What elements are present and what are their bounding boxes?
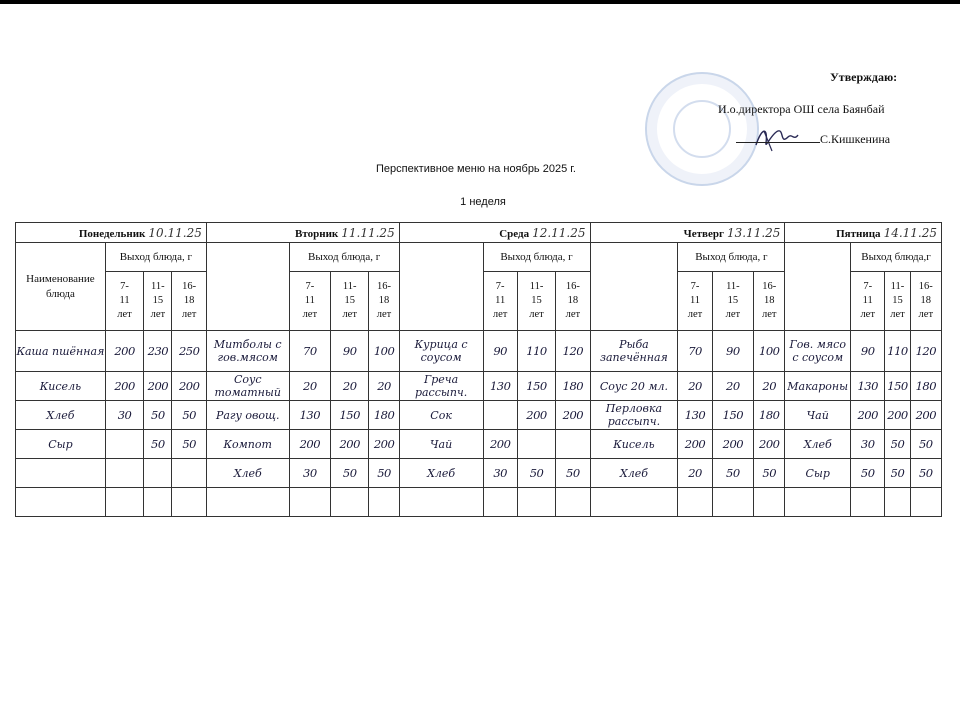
output-value-cell: 100	[369, 331, 399, 372]
output-value-cell: 50	[331, 459, 369, 488]
age-header: 7- 11 лет	[483, 272, 517, 331]
output-value-cell: 130	[289, 401, 330, 430]
age-header: 11- 15 лет	[144, 272, 172, 331]
output-value-cell: 230	[144, 331, 172, 372]
day-tuesday: Вторник 11.11.25	[206, 223, 399, 243]
output-header: Выход блюда, г	[105, 243, 206, 272]
output-value-cell	[556, 430, 590, 459]
age-header: 16- 18 лет	[910, 272, 941, 331]
output-value-cell	[172, 459, 206, 488]
output-value-cell: 200	[885, 401, 910, 430]
output-value-cell: 200	[105, 331, 143, 372]
output-value-cell: 90	[483, 331, 517, 372]
dish-cell: Митболы с гов.мясом	[206, 331, 289, 372]
output-value-cell: 130	[851, 372, 885, 401]
output-value-cell: 200	[851, 401, 885, 430]
output-value-cell: 130	[483, 372, 517, 401]
output-value-cell: 50	[910, 459, 941, 488]
output-value-cell: 200	[172, 372, 206, 401]
menu-table	[15, 222, 942, 517]
output-value-cell	[517, 430, 555, 459]
output-value-cell: 120	[910, 331, 941, 372]
dish-name-header: Наименование блюда	[16, 243, 106, 331]
signature-name: С.Кишкенина	[820, 132, 891, 146]
age-header: 16- 18 лет	[754, 272, 785, 331]
signature-line	[736, 132, 890, 147]
output-value-cell: 250	[172, 331, 206, 372]
dish-cell: Сок	[399, 401, 483, 430]
output-value-cell: 50	[144, 401, 172, 430]
output-value-cell: 50	[517, 459, 555, 488]
table-row	[16, 430, 942, 459]
output-value-cell: 110	[517, 331, 555, 372]
output-value-cell: 50	[144, 430, 172, 459]
age-header: 7- 11 лет	[678, 272, 712, 331]
output-value-cell: 180	[754, 401, 785, 430]
output-value-cell: 200	[369, 430, 399, 459]
day-friday: Пятница 14.11.25	[785, 223, 942, 243]
output-value-cell: 50	[172, 430, 206, 459]
dish-cell: Макароны	[785, 372, 851, 401]
output-value-cell: 30	[851, 430, 885, 459]
dish-cell: Сыр	[785, 459, 851, 488]
output-value-cell: 20	[678, 372, 712, 401]
director-title: И.о.директора ОШ села Баянбай	[718, 102, 885, 116]
output-value-cell: 70	[289, 331, 330, 372]
week-label: 1 неделя	[460, 196, 506, 208]
output-value-cell: 200	[331, 430, 369, 459]
dish-cell: Хлеб	[590, 459, 678, 488]
output-value-cell: 200	[517, 401, 555, 430]
age-header: 16- 18 лет	[369, 272, 399, 331]
output-value-cell: 90	[712, 331, 753, 372]
output-value-cell: 150	[712, 401, 753, 430]
dish-cell: Перловка рассыпч.	[590, 401, 678, 430]
output-value-cell	[105, 430, 143, 459]
output-header: Выход блюда, г	[483, 243, 590, 272]
output-value-cell: 110	[885, 331, 910, 372]
output-value-cell: 50	[910, 430, 941, 459]
output-value-cell: 180	[556, 372, 590, 401]
header-row-output	[16, 243, 942, 272]
output-value-cell: 200	[754, 430, 785, 459]
output-value-cell: 200	[910, 401, 941, 430]
menu-title: Перспективное меню на ноябрь 2025 г.	[376, 163, 576, 175]
dish-cell: Компот	[206, 430, 289, 459]
output-value-cell: 20	[754, 372, 785, 401]
table-row	[16, 331, 942, 372]
output-value-cell: 90	[331, 331, 369, 372]
age-header: 7- 11 лет	[851, 272, 885, 331]
output-value-cell: 30	[483, 459, 517, 488]
dish-cell: Соус томатный	[206, 372, 289, 401]
dish-cell	[16, 459, 106, 488]
age-header: 16- 18 лет	[172, 272, 206, 331]
output-value-cell: 20	[678, 459, 712, 488]
output-value-cell: 200	[712, 430, 753, 459]
output-value-cell: 180	[369, 401, 399, 430]
output-value-cell	[144, 459, 172, 488]
output-value-cell: 100	[754, 331, 785, 372]
output-value-cell: 50	[172, 401, 206, 430]
output-value-cell: 50	[556, 459, 590, 488]
output-value-cell: 50	[754, 459, 785, 488]
output-value-cell: 150	[517, 372, 555, 401]
output-value-cell: 150	[885, 372, 910, 401]
output-value-cell: 50	[369, 459, 399, 488]
output-value-cell: 130	[678, 401, 712, 430]
dish-cell: Рыба запечённая	[590, 331, 678, 372]
dish-cell: Гов. мясо с соусом	[785, 331, 851, 372]
output-value-cell: 200	[105, 372, 143, 401]
output-value-cell: 50	[885, 430, 910, 459]
day-thursday: Четверг 13.11.25	[590, 223, 785, 243]
output-value-cell: 120	[556, 331, 590, 372]
output-value-cell: 200	[289, 430, 330, 459]
output-value-cell: 90	[851, 331, 885, 372]
table-row	[16, 401, 942, 430]
dish-cell: Греча рассыпч.	[399, 372, 483, 401]
output-value-cell: 50	[851, 459, 885, 488]
table-row	[16, 459, 942, 488]
dish-cell: Чай	[399, 430, 483, 459]
output-value-cell: 180	[910, 372, 941, 401]
output-value-cell: 20	[369, 372, 399, 401]
dish-cell: Курица с соусом	[399, 331, 483, 372]
output-value-cell: 20	[331, 372, 369, 401]
approve-label: Утверждаю:	[830, 70, 898, 84]
output-value-cell: 200	[556, 401, 590, 430]
dish-cell: Сыр	[16, 430, 106, 459]
output-value-cell: 30	[289, 459, 330, 488]
age-header: 11- 15 лет	[331, 272, 369, 331]
output-value-cell: 20	[712, 372, 753, 401]
age-header: 11- 15 лет	[885, 272, 910, 331]
menu-rows	[16, 331, 942, 517]
output-value-cell	[105, 459, 143, 488]
day-header-row	[16, 223, 942, 243]
age-header: 7- 11 лет	[105, 272, 143, 331]
output-header: Выход блюда,г	[851, 243, 942, 272]
age-header: 7- 11 лет	[289, 272, 330, 331]
dish-cell: Рагу овощ.	[206, 401, 289, 430]
output-header: Выход блюда, г	[289, 243, 399, 272]
age-header: 11- 15 лет	[517, 272, 555, 331]
dish-cell: Хлеб	[399, 459, 483, 488]
top-border	[0, 0, 960, 4]
output-value-cell: 50	[712, 459, 753, 488]
age-header: 11- 15 лет	[712, 272, 753, 331]
age-header: 16- 18 лет	[556, 272, 590, 331]
output-value-cell: 200	[678, 430, 712, 459]
day-wednesday: Среда 12.11.25	[399, 223, 590, 243]
day-monday: Понедельник 10.11.25	[16, 223, 207, 243]
dish-cell: Каша пшённая	[16, 331, 106, 372]
dish-cell: Соус 20 мл.	[590, 372, 678, 401]
dish-cell: Кисель	[16, 372, 106, 401]
output-value-cell: 70	[678, 331, 712, 372]
empty-row	[16, 488, 942, 517]
dish-cell: Хлеб	[16, 401, 106, 430]
output-value-cell: 50	[885, 459, 910, 488]
output-value-cell: 30	[105, 401, 143, 430]
output-header: Выход блюда, г	[678, 243, 785, 272]
dish-cell: Хлеб	[785, 430, 851, 459]
output-value-cell: 150	[331, 401, 369, 430]
table-row	[16, 372, 942, 401]
output-value-cell: 200	[144, 372, 172, 401]
output-value-cell: 200	[483, 430, 517, 459]
dish-cell: Хлеб	[206, 459, 289, 488]
output-value-cell	[483, 401, 517, 430]
dish-cell: Кисель	[590, 430, 678, 459]
dish-cell: Чай	[785, 401, 851, 430]
output-value-cell: 20	[289, 372, 330, 401]
